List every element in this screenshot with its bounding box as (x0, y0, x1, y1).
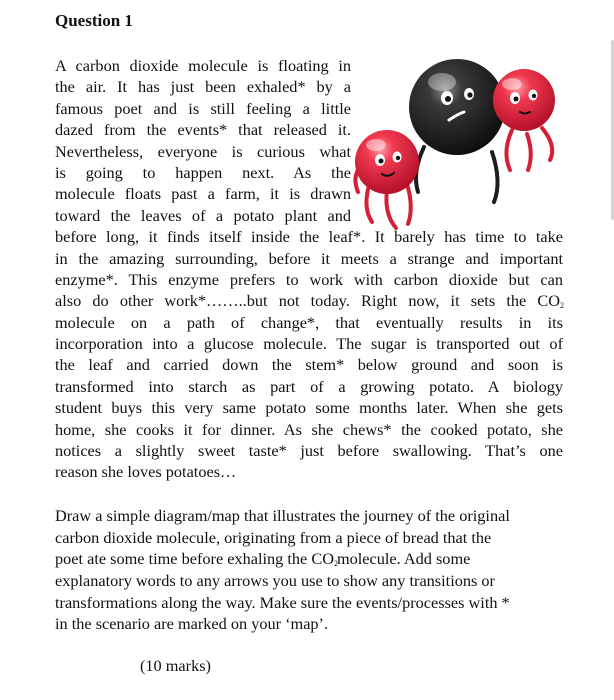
scenario-line: incorporation into a glucose molecule. The sugar is transported out of (55, 334, 563, 354)
scenario-line: famous poet and is still feeling a little (55, 98, 351, 118)
instructions-text: poet ate some time before exhaling the CO (55, 549, 334, 569)
scenario-line: molecule on a path of change*, that eventually results in its (55, 312, 563, 332)
scenario-line: before long, it finds itself inside the leaf*. It barely has time to take (55, 227, 563, 247)
scenario-line: notices a slightly sweet taste* just before swallowing. That’s one (55, 441, 563, 461)
instructions-text: molecule. Add some (336, 549, 471, 569)
scenario-line: toward the leaves of a potato plant and (55, 205, 351, 225)
subscript-two: 2 (560, 301, 564, 311)
scenario-line: student buys this very same potato some months later. When she gets (55, 398, 563, 418)
scenario-line: A carbon dioxide molecule is floating in (55, 56, 351, 75)
scenario-line-text: also do other work*……..but not today. Right now, it sets the CO (55, 291, 560, 311)
subscript-two: 2 (333, 559, 338, 569)
instructions-line: carbon dioxide molecule, originating from a piece of bread that the (55, 527, 492, 547)
scenario-line: enzyme*. This enzyme prefers to work with carbon dioxide but can (55, 269, 563, 289)
instructions-line: Draw a simple diagram/map that illustrates the journey of the original (55, 506, 510, 525)
scenario-line: transformed into starch as part of a growing potato. A biology (55, 376, 563, 396)
scenario-line: Nevertheless, everyone is curious what (55, 141, 351, 161)
scenario-line: dazed from the events* that released it. (55, 120, 351, 140)
scenario-paragraph (55, 55, 563, 483)
scenario-line: home, she cooks it for dinner. As she chews* the cooked potato, she (55, 419, 563, 439)
scenario-line: is going to happen next. As the (55, 162, 351, 182)
scenario-line: reason she loves potatoes… (55, 462, 237, 482)
scenario-line-co2 (55, 290, 563, 311)
question-title: Question 1 (55, 11, 133, 30)
marks-label: (10 marks) (140, 656, 211, 675)
instructions-line: in the scenario are marked on your ‘map’. (55, 614, 329, 634)
scenario-line: molecule floats past a farm, it is drawn (55, 184, 351, 204)
instructions-paragraph (55, 505, 563, 635)
scenario-line: the leaf and carried down the stem* below ground and soon is (55, 355, 563, 375)
instructions-line-co2 (55, 548, 563, 570)
scenario-line: the air. It has just been exhaled* by a (55, 77, 351, 97)
instructions-line: explanatory words to any arrows you use to show any transitions or (55, 571, 495, 591)
instructions-line: transformations along the way. Make sure the events/processes with * (55, 592, 510, 612)
scenario-line: in the amazing surrounding, before it meets a strange and important (55, 248, 563, 268)
